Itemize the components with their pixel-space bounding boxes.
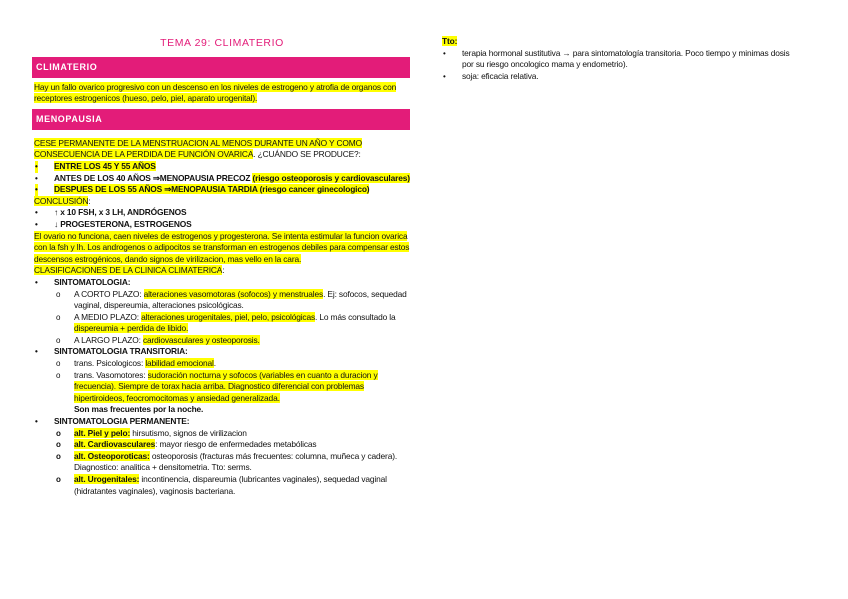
section-header-menopausia: MENOPAUSIA [32, 109, 410, 130]
conclusion-item-2 [34, 219, 410, 231]
bullet: • [35, 173, 38, 183]
tto-item-2 [442, 71, 802, 83]
menopausia-explanation [34, 231, 410, 266]
transitoria-label: SINTOMATOLOGIA TRANSITORIA: [54, 346, 188, 357]
bullet: • [35, 161, 38, 171]
right-column [442, 36, 802, 82]
conclusion-label: CONCLUSIÓN [34, 195, 89, 206]
conclusion-item-2-text: ↓ PROGESTERONA, ESTROGENOS [54, 218, 192, 229]
bullet: • [35, 277, 38, 287]
section-header-climaterio: CLIMATERIO [32, 57, 410, 78]
medio-plazo-item [34, 312, 410, 335]
clasificaciones-colon: : [222, 265, 225, 276]
conclusion-heading [34, 196, 410, 208]
when-item-1-text: ENTRE LOS 45 Y 55 AÑOS [54, 160, 156, 171]
when-item-3-text: DESPUES DE LOS 55 AÑOS ⇒MENOPAUSIA TARDIA [54, 184, 260, 195]
perm-osteo-label: alt. Osteoporoticas: [74, 450, 150, 461]
sub-bullet: o [56, 335, 61, 345]
climaterio-definition [34, 82, 410, 105]
when-item-1 [34, 161, 410, 173]
perm-cardio-item [34, 439, 410, 451]
largo-plazo-item [34, 335, 410, 347]
sub-bullet: o [56, 440, 61, 450]
trans-psicologicos-highlight: labilidad emocional [145, 358, 214, 369]
trans-vasomotores-note: Son mas frecuentes por la noche. [74, 404, 204, 415]
largo-plazo-label: A LARGO PLAZO: [74, 334, 143, 345]
perm-osteo-rest: osteoporosis (fracturas más frecuentes: columna, muñeca y cadera). Diagnostico: analitica + densitometria. Tto: serms. [74, 450, 398, 473]
conclusion-item-1 [34, 207, 410, 219]
clasificaciones-heading [34, 265, 410, 277]
perm-piel-item [34, 428, 410, 440]
tto-item-1 [442, 48, 802, 71]
bullet: • [35, 347, 38, 357]
corto-plazo-item [34, 289, 410, 312]
corto-plazo-rest: . Ej: sofocos, sequedad vaginal, dispereumia, alteraciones psicológicas. [74, 288, 407, 311]
permanente-label: SINTOMATOLOGIA PERMANENTE: [54, 416, 190, 427]
sintomatologia-label: SINTOMATOLOGIA: [54, 276, 131, 287]
corto-plazo-highlight: alteraciones vasomotoras (sofocos) y menstruales [143, 288, 324, 299]
tto-label: Tto: [442, 36, 458, 46]
permanente-item [34, 416, 410, 428]
when-item-2-text: ANTES DE LOS 40 AÑOS ⇒MENOPAUSIA PRECOZ [54, 172, 253, 183]
bullet: • [35, 208, 38, 218]
perm-cardio-rest: : mayor riesgo de enfermedades metabólicas [155, 439, 317, 450]
sub-bullet: o [56, 289, 61, 299]
sintomatologia-item [34, 277, 410, 289]
left-column [34, 36, 410, 497]
bullet: • [443, 48, 446, 58]
perm-piel-label: alt. Piel y pelo: [74, 427, 131, 438]
climaterio-definition-text: Hay un fallo ovarico progresivo con un descenso en los niveles de estrogeno y atrofia de organos con receptores estrogenicos (hueso, pelo, piel, aparato urogenital). [34, 81, 397, 104]
when-item-3 [34, 184, 410, 196]
transitoria-item [34, 346, 410, 358]
trans-psicologicos-end: . [213, 358, 216, 369]
medio-plazo-highlight-2: dispereumia + perdida de libido. [74, 323, 189, 334]
menopausia-explanation-text: El ovario no funciona, caen niveles de estrogenos y progesterona. Se intenta estimular la funcion ovarica con la fsh y lh. Los androgenos o adipocitos se transforman en estrogenos debiles para compensar estos descensos estrogénicos, dando signos de virilizacion, mas vello en la cara. [34, 230, 410, 264]
bullet: • [35, 219, 38, 229]
sub-bullet: o [56, 451, 61, 461]
trans-psicologicos-item [34, 358, 410, 370]
trans-vasomotores-label: trans. Vasomotores: [74, 369, 148, 380]
menopausia-question: . ¿CUÁNDO SE PRODUCE?: [253, 149, 361, 160]
tto-item-1-text: terapia hormonal sustitutiva → para sintomatología transitoria. Poco tiempo y minimas dosis por su riesgo oncologico mama y endometrio). [462, 47, 790, 70]
when-item-2 [34, 173, 410, 185]
when-item-2-risk: (riesgo osteoporosis y cardiovasculares) [252, 172, 410, 183]
tto-heading [442, 36, 802, 48]
sub-bullet: o [56, 312, 61, 322]
perm-uro-item [34, 474, 410, 497]
trans-vasomotores-item [34, 370, 410, 405]
sub-bullet: o [56, 370, 61, 380]
sub-bullet: o [56, 428, 61, 438]
trans-psicologicos-label: trans. Psicologicos: [74, 358, 146, 369]
when-item-3-risk: (riesgo cancer ginecologico) [259, 184, 370, 195]
clasificaciones-label: CLASIFICACIONES DE LA CLINICA CLIMATERICA [34, 265, 223, 276]
menopausia-definition-text: CESE PERMANENTE DE LA MENSTRUACION AL MENOS DURANTE UN AÑO Y COMO CONSECUENCIA DE LA PERDIDA DE FUNCIÓN OVARICA [34, 137, 362, 160]
conclusion-item-1-text: ↑ x 10 FSH, x 3 LH, ANDRÓGENOS [54, 207, 187, 218]
medio-plazo-label: A MEDIO PLAZO: [74, 311, 142, 322]
bullet: • [443, 71, 446, 81]
sub-bullet: o [56, 359, 61, 369]
largo-plazo-highlight: cardiovasculares y osteoporosis. [142, 334, 260, 345]
perm-cardio-label: alt. Cardiovasculares [74, 439, 156, 450]
conclusion-colon: : [88, 195, 91, 206]
perm-uro-rest: incontinencia, dispareumia (lubricantes vaginales), sequedad vaginal (hidratantes vaginales), vaginosis bacteriana. [74, 474, 387, 496]
perm-uro-label: alt. Urogenitales: [74, 474, 140, 484]
medio-plazo-highlight: alteraciones urogenitales, piel, pelo, psicológicas [141, 311, 316, 322]
tto-item-2-text: soja: eficacia relativa. [462, 70, 539, 81]
perm-piel-rest: hirsutismo, signos de virilizacion [130, 427, 247, 438]
sub-bullet: o [56, 475, 61, 484]
menopausia-definition [34, 138, 410, 161]
trans-vasomotores-highlight: sudoración nocturna y sofocos (variables en cuanto a duracion y frecuencia). Siempre de torax hacia arriba. Diagnostico diferencial con problemas hipertiroideos, feocromocitomas y ansiedad generalizada. [74, 369, 378, 403]
corto-plazo-label: A CORTO PLAZO: [74, 288, 144, 299]
page-title: TEMA 29: CLIMATERIO [160, 37, 284, 49]
medio-plazo-rest: . Lo más consultado la [315, 311, 396, 322]
bullet: • [35, 185, 38, 195]
perm-osteo-item [34, 451, 410, 474]
bullet: • [35, 417, 38, 427]
